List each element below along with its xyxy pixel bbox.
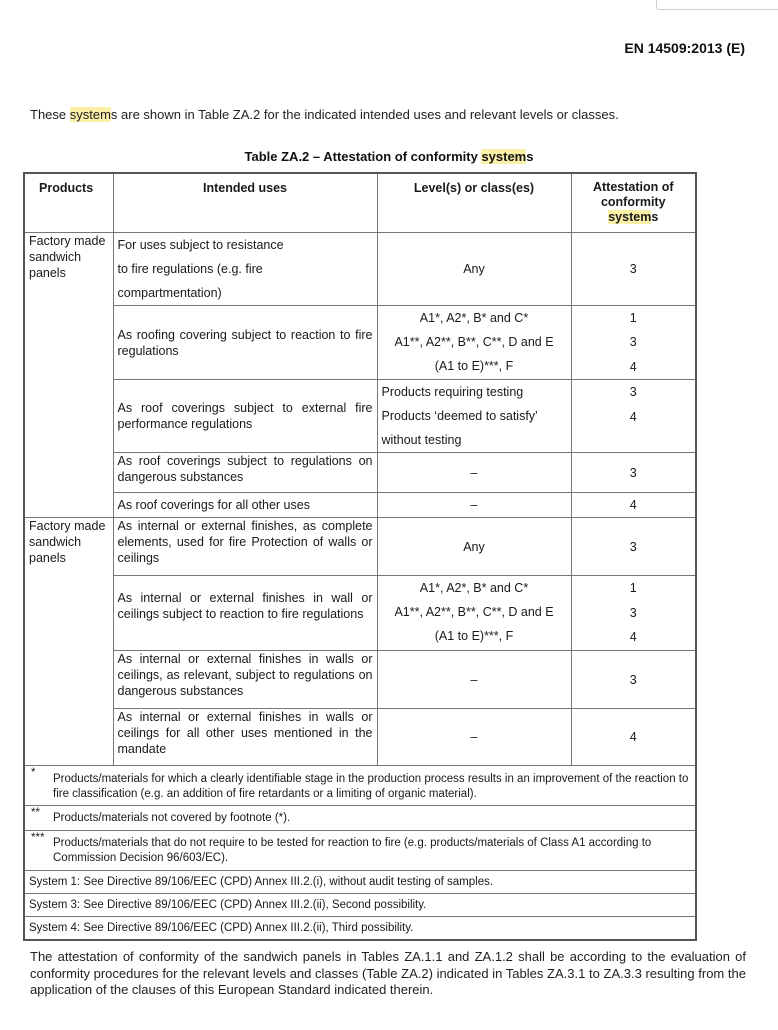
window-corner-frame xyxy=(656,0,778,10)
system-cell xyxy=(571,380,696,453)
system-note-row xyxy=(24,894,696,917)
use-line: For uses subject to resistance xyxy=(117,237,284,252)
level-line: Products requiring testing xyxy=(381,385,524,399)
system-number: 4 xyxy=(629,409,637,424)
table-row xyxy=(24,453,696,493)
level-line: A1**, A2**, B**, C**, D and E xyxy=(394,334,554,349)
document-id: EN 14509:2013 (E) xyxy=(624,40,745,56)
table-row xyxy=(24,576,696,651)
table-title-after: s xyxy=(526,149,534,164)
table-row xyxy=(24,305,696,380)
footnote-mark: * xyxy=(31,767,36,779)
table-row xyxy=(24,380,696,453)
system-number: 1 xyxy=(629,310,637,325)
level-line: A1**, A2**, B**, C**, D and E xyxy=(394,605,554,619)
header-attestation-suffix: s xyxy=(651,210,659,224)
level-line: (A1 to E)***, F xyxy=(434,358,514,373)
footnote-text: Products/materials not covered by footnote (*). xyxy=(53,812,291,824)
level-cell: – xyxy=(377,709,571,766)
header-intended-uses: Intended uses xyxy=(113,173,377,232)
level-cell xyxy=(377,305,571,380)
header-levels: Level(s) or class(es) xyxy=(377,173,571,232)
system-number: 3 xyxy=(629,385,637,399)
level-line: A1*, A2*, B* and C* xyxy=(419,310,529,325)
level-cell xyxy=(377,380,571,453)
table-row xyxy=(24,709,696,766)
system-cell: 4 xyxy=(571,709,696,766)
level-cell: – xyxy=(377,453,571,493)
level-cell: – xyxy=(377,493,571,518)
search-highlight: system xyxy=(481,149,527,164)
level-line: without testing xyxy=(381,433,462,447)
table-row xyxy=(24,493,696,518)
level-cell xyxy=(377,576,571,651)
product-cell: Factory made sandwich panels xyxy=(24,232,113,518)
system-note-row xyxy=(24,871,696,894)
footnote xyxy=(24,806,696,831)
use-line: to fire regulations (e.g. fire xyxy=(117,261,263,276)
attestation-table xyxy=(23,172,697,941)
intro-text-after: s are shown in Table ZA.2 for the indicated intended uses and relevant levels or classes. xyxy=(110,107,619,122)
level-cell: Any xyxy=(377,232,571,305)
search-highlight: system xyxy=(69,107,111,122)
header-attestation xyxy=(571,173,696,232)
system-cell: 3 xyxy=(571,453,696,493)
table-row xyxy=(24,651,696,709)
footnote xyxy=(24,766,696,806)
intended-use-cell: As roof coverings for all other uses xyxy=(113,493,377,518)
footnote-mark: ** xyxy=(31,807,40,819)
level-cell: Any xyxy=(377,518,571,576)
header-attestation-line1: Attestation of xyxy=(592,180,674,194)
intro-text-before: These xyxy=(30,107,70,122)
intended-use-cell: As internal or external finishes, as complete elements, used for fire Protection of walls or ceilings xyxy=(113,518,377,576)
intended-use-cell: As internal or external finishes in walls or ceilings, as relevant, subject to regulations on dangerous substances xyxy=(113,651,377,709)
system-note-row xyxy=(24,917,696,941)
table-row xyxy=(24,232,696,305)
level-line: A1*, A2*, B* and C* xyxy=(419,581,529,595)
footnote xyxy=(24,831,696,871)
use-line: compartmentation) xyxy=(117,285,222,300)
product-cell: Factory made sandwich panels xyxy=(24,518,113,766)
footnote-row xyxy=(24,766,696,806)
system-number: 4 xyxy=(629,630,637,644)
intended-use-cell xyxy=(113,232,377,305)
system-cell: 3 xyxy=(571,518,696,576)
table-title xyxy=(0,149,778,164)
intended-use-cell: As internal or external finishes in walls or ceilings for all other uses mentioned in the mandate xyxy=(113,709,377,766)
system-cell: 4 xyxy=(571,493,696,518)
level-line: (A1 to E)***, F xyxy=(434,629,514,643)
intended-use-cell: As roof coverings subject to regulations on dangerous substances xyxy=(113,453,377,493)
footnote-row xyxy=(24,831,696,871)
system-number: 3 xyxy=(629,335,637,349)
system-note: System 4: See Directive 89/106/EEC (CPD) Annex III.2.(ii), Third possibility. xyxy=(24,917,696,941)
system-note: System 3: See Directive 89/106/EEC (CPD) Annex III.2.(ii), Second possibility. xyxy=(24,894,696,917)
system-cell: 3 xyxy=(571,651,696,709)
intro-paragraph xyxy=(30,107,619,122)
footnote-text: Products/materials for which a clearly identifiable stage in the production process results in an improvement of the reaction to fire classification (e.g. an addition of fire retardants or a limiting of organic material). xyxy=(53,773,689,800)
table-row xyxy=(24,518,696,576)
system-number: 3 xyxy=(629,605,637,620)
table-title-before: Table ZA.2 – Attestation of conformity xyxy=(244,149,482,164)
footnote-row xyxy=(24,806,696,831)
footnote-mark: *** xyxy=(31,832,45,844)
intended-use-cell: As roofing covering subject to reaction to fire regulations xyxy=(113,305,377,380)
system-cell xyxy=(571,305,696,380)
system-cell: 3 xyxy=(571,232,696,305)
header-products: Products xyxy=(24,173,113,232)
footnote-text: Products/materials that do not require to be tested for reaction to fire (e.g. products/materials of Class A1 according to Commission Decision 96/603/EC). xyxy=(53,837,652,864)
level-line: Products ‘deemed to satisfy’ xyxy=(381,409,538,423)
level-cell: – xyxy=(377,651,571,709)
table-header-row xyxy=(24,173,696,232)
header-attestation-line2: conformity xyxy=(600,195,666,209)
system-number: 4 xyxy=(629,359,637,374)
system-note: System 1: See Directive 89/106/EEC (CPD) Annex III.2.(i), without audit testing of samples. xyxy=(24,871,696,894)
intended-use-cell: As internal or external finishes in wall or ceilings subject to reaction to fire regulations xyxy=(113,576,377,651)
search-highlight: system xyxy=(608,210,652,224)
system-cell xyxy=(571,576,696,651)
system-number: 1 xyxy=(629,581,637,595)
closing-paragraph: The attestation of conformity of the sandwich panels in Tables ZA.1.1 and ZA.1.2 shall be according to the evaluation of conformity procedures for the relevant levels and classes (Table ZA.2) indicated in Tables ZA.3.1 to ZA.3.3 resulting from the application of the clauses of this European Standard indicated therein. xyxy=(30,949,746,997)
intended-use-cell: As roof coverings subject to external fire performance regulations xyxy=(113,380,377,453)
